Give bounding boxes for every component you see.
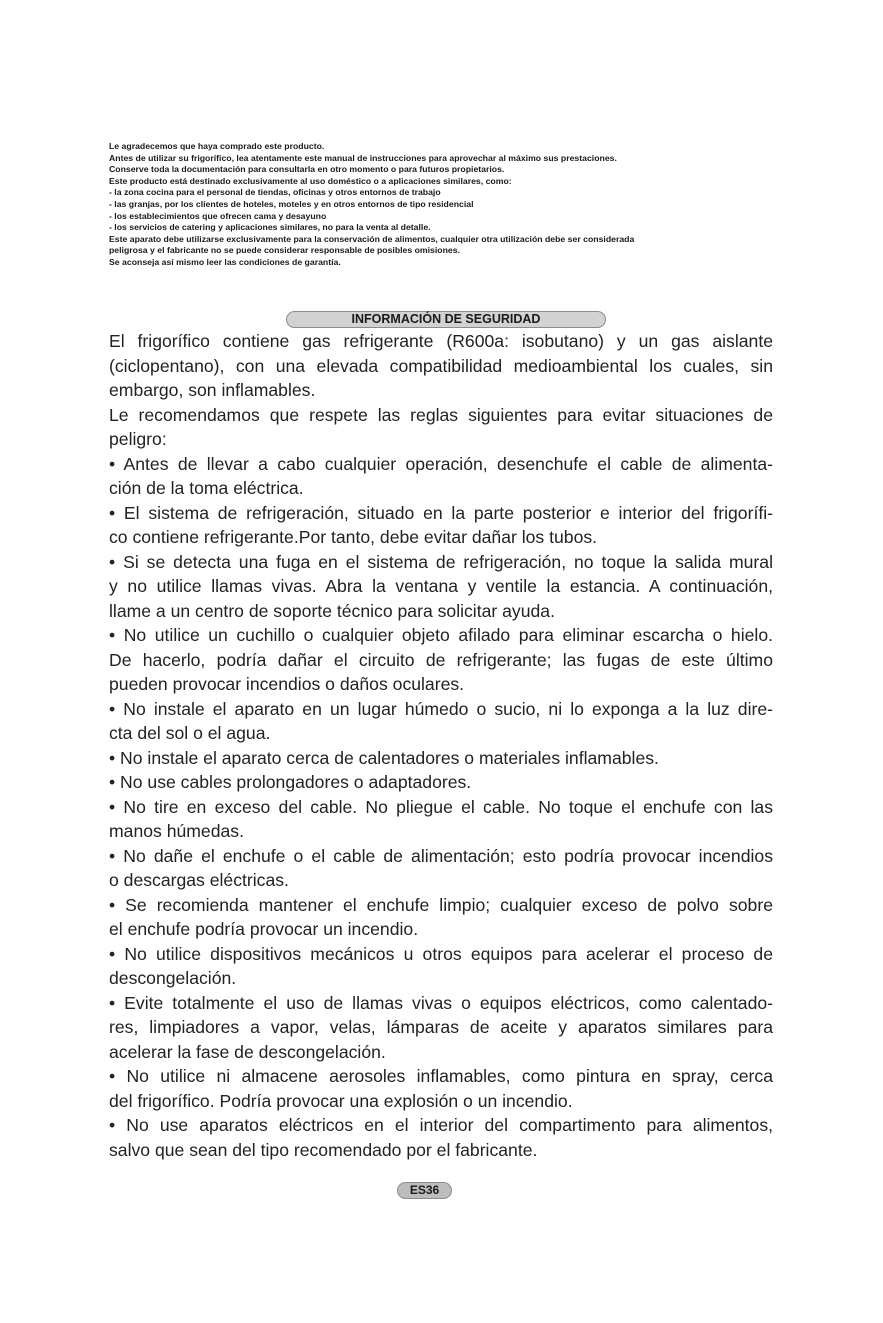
- body-line: o descargas eléctricas.: [109, 870, 289, 890]
- body-line: res, limpiadores a vapor, velas, lámparas de aceite y aparatos similares para: [109, 1017, 773, 1037]
- intro-line: Se aconseja así mismo leer las condiciones de garantía.: [109, 256, 341, 267]
- section-title: INFORMACIÓN DE SEGURIDAD: [351, 312, 541, 326]
- page-number-badge: [397, 1182, 452, 1199]
- body-line: descongelación.: [109, 968, 237, 988]
- body-line: De hacerlo, podría dañar el circuito de refrigerante; las fugas de este último: [109, 649, 773, 670]
- page-number: ES36: [409, 1183, 440, 1197]
- body-line: cta del sol o el agua.: [109, 723, 271, 743]
- body-line: • No instale el aparato en un lugar húmedo o sucio, ni lo exponga a la luz dire-: [109, 698, 773, 719]
- intro-line: peligrosa y el fabricante no se puede considerar responsable de posibles omisiones.: [109, 245, 460, 256]
- body-line: • No instale el aparato cerca de calentadores o materiales inflamables.: [109, 747, 659, 768]
- body-line: peligro:: [109, 429, 167, 449]
- body-line: llame a un centro de soporte técnico para solicitar ayuda.: [109, 600, 555, 621]
- body-line: • No tire en exceso del cable. No pliegue el cable. No toque el enchufe con las: [109, 796, 773, 817]
- body-line: • No utilice dispositivos mecánicos u otros equipos para acelerar el proceso de: [109, 943, 773, 964]
- body-line: El frigorífico contiene gas refrigerante (R600a: isobutano) y un gas aislante: [109, 331, 773, 351]
- body-line: del frigorífico. Podría provocar una explosión o un incendio.: [109, 1090, 573, 1111]
- body-line: acelerar la fase de descongelación.: [109, 1041, 386, 1062]
- intro-line: Conserve toda la documentación para consultarla en otro momento o para futuros propietarios.: [109, 164, 505, 175]
- body-line: • No use aparatos eléctricos en el interior del compartimento para alimentos,: [109, 1115, 773, 1135]
- body-line: salvo que sean del tipo recomendado por el fabricante.: [109, 1139, 538, 1160]
- body-line: co contiene refrigerante.Por tanto, debe evitar dañar los tubos.: [109, 527, 598, 547]
- body-line: manos húmedas.: [109, 821, 244, 841]
- body-line: el enchufe podría provocar un incendio.: [109, 919, 419, 939]
- body-line: embargo, son inflamables.: [109, 380, 316, 400]
- body-line: (ciclopentano), con una elevada compatibilidad medioambiental los cuales, sin: [109, 355, 773, 376]
- body-line: Le recomendamos que respete las reglas siguientes para evitar situaciones de: [109, 404, 773, 425]
- body-line: • El sistema de refrigeración, situado en la parte posterior e interior del frigorífi-: [109, 502, 773, 523]
- section-header: [286, 311, 606, 328]
- body-line: • Antes de llevar a cabo cualquier operación, desenchufe el cable de alimenta-: [109, 453, 773, 474]
- intro-line: Antes de utilizar su frigorífico, lea atentamente este manual de instrucciones para aprovechar al máximo sus prestaciones.: [109, 152, 617, 163]
- body-line: • No utilice ni almacene aerosoles inflamables, como pintura en spray, cerca: [109, 1066, 773, 1086]
- body-line: • Evite totalmente el uso de llamas vivas o equipos eléctricos, como calentado-: [109, 992, 773, 1013]
- intro-line: - la zona cocina para el personal de tiendas, oficinas y otros entornos de trabajo: [109, 187, 441, 198]
- body-line: • No utilice un cuchillo o cualquier objeto afilado para eliminar escarcha o hielo.: [109, 625, 773, 645]
- intro-line: - los establecimientos que ofrecen cama y desayuno: [109, 210, 327, 221]
- intro-line: - las granjas, por los clientes de hoteles, moteles y en otros entornos de tipo residencial: [109, 198, 474, 209]
- intro-text: [109, 141, 769, 269]
- intro-line: - los servicios de catering y aplicaciones similares, no para la venta al detalle.: [109, 222, 431, 233]
- intro-line: Este aparato debe utilizarse exclusivamente para la conservación de alimentos, cualquier otra utilización debe ser considerada: [109, 233, 635, 244]
- body-line: ción de la toma eléctrica.: [109, 478, 304, 498]
- body-line: • No dañe el enchufe o el cable de alimentación; esto podría provocar incendios: [109, 845, 773, 866]
- safety-information-text: [109, 329, 773, 1162]
- body-line: • No use cables prolongadores o adaptadores.: [109, 772, 472, 792]
- body-line: y no utilice llamas vivas. Abra la ventana y ventile la estancia. A continuación,: [109, 576, 773, 596]
- body-line: • Se recomienda mantener el enchufe limpio; cualquier exceso de polvo sobre: [109, 894, 773, 915]
- intro-line: Le agradecemos que haya comprado este producto.: [109, 141, 325, 151]
- body-line: pueden provocar incendios o daños oculares.: [109, 674, 465, 694]
- intro-line: Este producto está destinado exclusivamente al uso doméstico o a aplicaciones similares, como:: [109, 175, 512, 186]
- body-line: • Si se detecta una fuga en el sistema de refrigeración, no toque la salida mural: [109, 551, 773, 572]
